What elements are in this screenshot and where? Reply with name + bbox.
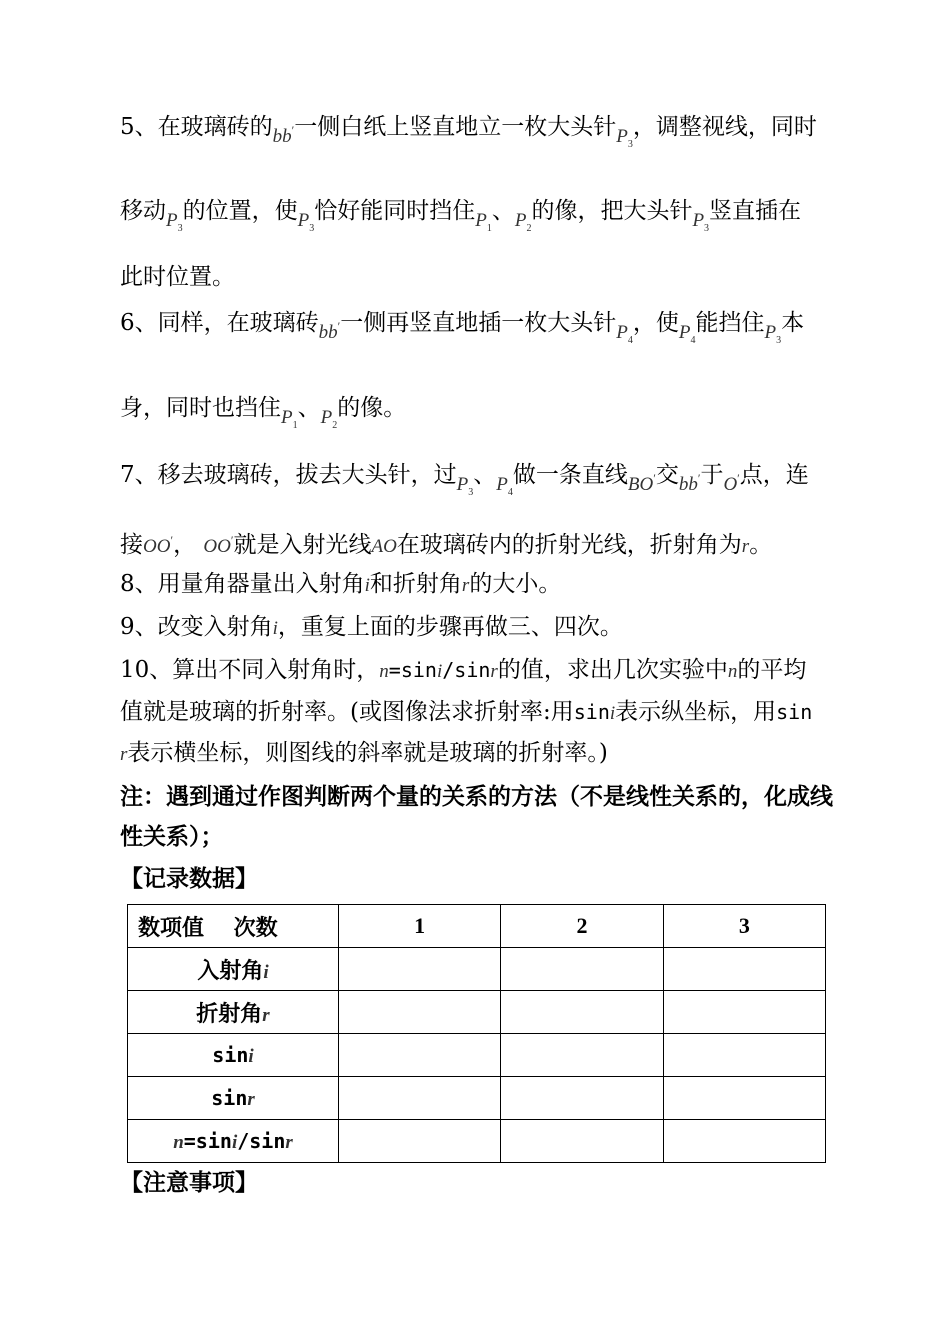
step7-text: 就是入射光线 xyxy=(233,532,372,558)
step8-text: 8、用量角器量出入射角 xyxy=(120,571,365,597)
step6-text: 本 xyxy=(781,310,805,336)
row-label: n=sini/sinr xyxy=(128,1120,339,1163)
table-cell[interactable] xyxy=(501,1077,663,1120)
step7-text: 接 xyxy=(120,532,143,558)
table-col-header: 2 xyxy=(501,905,663,948)
step9-line xyxy=(120,612,623,644)
table-header-row xyxy=(128,905,826,948)
table-cell[interactable] xyxy=(663,991,825,1034)
math-p3: P3 xyxy=(297,210,315,234)
step6-line2 xyxy=(120,393,407,431)
math-p2: P2 xyxy=(320,407,338,431)
record-heading: 【记录数据】 xyxy=(120,865,258,892)
math-bb: bb′ xyxy=(318,319,341,343)
table-row xyxy=(128,1120,826,1163)
step10-text: 的平均 xyxy=(737,657,807,683)
formula-part: /sin xyxy=(442,658,491,682)
step6-text: 、 xyxy=(297,395,321,421)
table-cell[interactable] xyxy=(501,948,663,991)
math-i: i xyxy=(272,618,278,639)
step6-text: 6、同样，在玻璃砖 xyxy=(120,310,319,336)
note-line2: 性关系）； xyxy=(120,823,224,850)
table-row xyxy=(128,1077,826,1120)
math-i: i xyxy=(436,661,443,682)
math-p3: P3 xyxy=(764,322,782,346)
step7-text: 于 xyxy=(700,462,724,488)
step7-text: 、 xyxy=(473,462,497,488)
step5-text: 、 xyxy=(491,198,515,224)
step5-text: ，调整视线，同时 xyxy=(632,114,817,140)
row-label: 折射角r xyxy=(128,991,339,1034)
step10-line2 xyxy=(120,697,812,729)
math-n: n xyxy=(727,661,738,682)
step5-text: 移动 xyxy=(120,198,166,224)
table-cell[interactable] xyxy=(663,1120,825,1163)
step7-text: 点，连 xyxy=(739,462,809,488)
step9-text: ，重复上面的步骤再做三、四次。 xyxy=(277,614,623,640)
math-r: r xyxy=(120,744,128,765)
step5-line2 xyxy=(120,196,802,234)
step10-text: 值就是玻璃的折射率。(或图像法求折射率:用 xyxy=(120,699,574,725)
math-p4: P4 xyxy=(678,322,696,346)
step7-line2 xyxy=(120,530,772,563)
formula-part: =sin xyxy=(388,658,437,682)
table-cell[interactable] xyxy=(663,948,825,991)
math-p3: P3 xyxy=(692,210,710,234)
math-p4: P4 xyxy=(616,322,633,346)
table-cell[interactable] xyxy=(339,948,501,991)
step7-text: 。 xyxy=(749,532,773,558)
step7-text: ， xyxy=(173,532,197,558)
step6-text: ，使 xyxy=(632,310,679,336)
table-row xyxy=(128,1034,826,1077)
step10-text: 表示纵坐标，用 xyxy=(615,699,777,725)
step5-text: 竖直插在 xyxy=(709,198,802,224)
step6-text: 的像。 xyxy=(337,395,407,421)
table-col-header: 3 xyxy=(663,905,825,948)
table-cell[interactable] xyxy=(663,1077,825,1120)
table-cell[interactable] xyxy=(501,1034,663,1077)
step10-line3 xyxy=(120,738,608,770)
table-cell[interactable] xyxy=(501,1120,663,1163)
formula-part: sin xyxy=(573,700,610,724)
math-p1: P1 xyxy=(475,210,492,234)
math-i: i xyxy=(609,703,616,724)
math-ao: AO xyxy=(371,536,397,557)
step6-text: 能挡住 xyxy=(695,310,765,336)
step7-text: 在玻璃砖内的折射光线，折射角为 xyxy=(396,532,742,558)
math-p4: P4 xyxy=(496,474,513,498)
step5-text: 的位置，使 xyxy=(182,198,298,224)
record-table xyxy=(127,904,826,1163)
step10-line1 xyxy=(120,655,806,687)
row-label: sini xyxy=(128,1034,339,1077)
step6-text: 一侧再竖直地插一枚大头针 xyxy=(340,310,617,336)
step5-text: 一侧白纸上竖直地立一枚大头针 xyxy=(294,114,617,140)
step10-text: 10、算出不同入射角时， xyxy=(120,657,380,683)
step10-text: 的值，求出几次实验中 xyxy=(497,657,728,683)
step10-text: 表示横坐标，则图线的斜率就是玻璃的折射率。) xyxy=(127,740,608,766)
math-p3: P3 xyxy=(456,474,474,498)
table-cell[interactable] xyxy=(339,991,501,1034)
math-bb: bb′ xyxy=(678,471,701,495)
math-r: r xyxy=(741,536,750,557)
math-p3: P3 xyxy=(166,210,183,234)
step5-line3: 此时位置。 xyxy=(120,264,235,290)
table-cell[interactable] xyxy=(501,991,663,1034)
step7-line1 xyxy=(120,460,809,498)
step6-text: 身，同时也挡住 xyxy=(120,395,281,421)
math-r: r xyxy=(461,575,470,596)
step8-line xyxy=(120,569,561,601)
table-cell[interactable] xyxy=(339,1034,501,1077)
math-r: r xyxy=(490,661,498,682)
math-oo-prime: OO′ xyxy=(143,533,174,557)
step5-line1 xyxy=(120,112,817,150)
table-row xyxy=(128,948,826,991)
row-label: sinr xyxy=(128,1077,339,1120)
table-cell[interactable] xyxy=(339,1120,501,1163)
step5-text: 5、在玻璃砖的 xyxy=(120,114,273,140)
table-row xyxy=(128,991,826,1034)
step7-text: 交 xyxy=(655,462,679,488)
step8-text: 的大小。 xyxy=(469,571,562,597)
table-col-header: 1 xyxy=(339,905,501,948)
step6-line1 xyxy=(120,308,805,346)
math-n: n xyxy=(379,661,389,682)
step7-text: 7、移去玻璃砖，拔去大头针，过 xyxy=(120,462,457,488)
step9-text: 9、改变入射角 xyxy=(120,614,273,640)
step5-text: 的像，把大头针 xyxy=(531,198,693,224)
formula-part: sin xyxy=(776,700,813,724)
math-p2: P2 xyxy=(514,210,532,234)
step8-text: 和折射角 xyxy=(369,571,462,597)
caution-heading: 【注意事项】 xyxy=(120,1169,258,1196)
math-i: i xyxy=(364,575,370,596)
math-p1: P1 xyxy=(281,407,298,431)
note-line1: 注：遇到通过作图判断两个量的关系的方法（不是线性关系的，化成线 xyxy=(120,783,833,810)
math-bo-prime: BO′ xyxy=(627,471,656,495)
math-bb: bb′ xyxy=(272,123,295,147)
step7-text: 做一条直线 xyxy=(512,462,628,488)
math-oo-prime: OO′ xyxy=(203,533,234,557)
math-p3: P3 xyxy=(616,126,633,150)
table-cell[interactable] xyxy=(663,1034,825,1077)
math-o-prime: O′ xyxy=(723,471,740,495)
step5-text: 恰好能同时挡住 xyxy=(314,198,476,224)
table-cell[interactable] xyxy=(339,1077,501,1120)
row-label: 入射角i xyxy=(128,948,339,991)
table-header-label: 数项值 次数 xyxy=(128,905,339,948)
